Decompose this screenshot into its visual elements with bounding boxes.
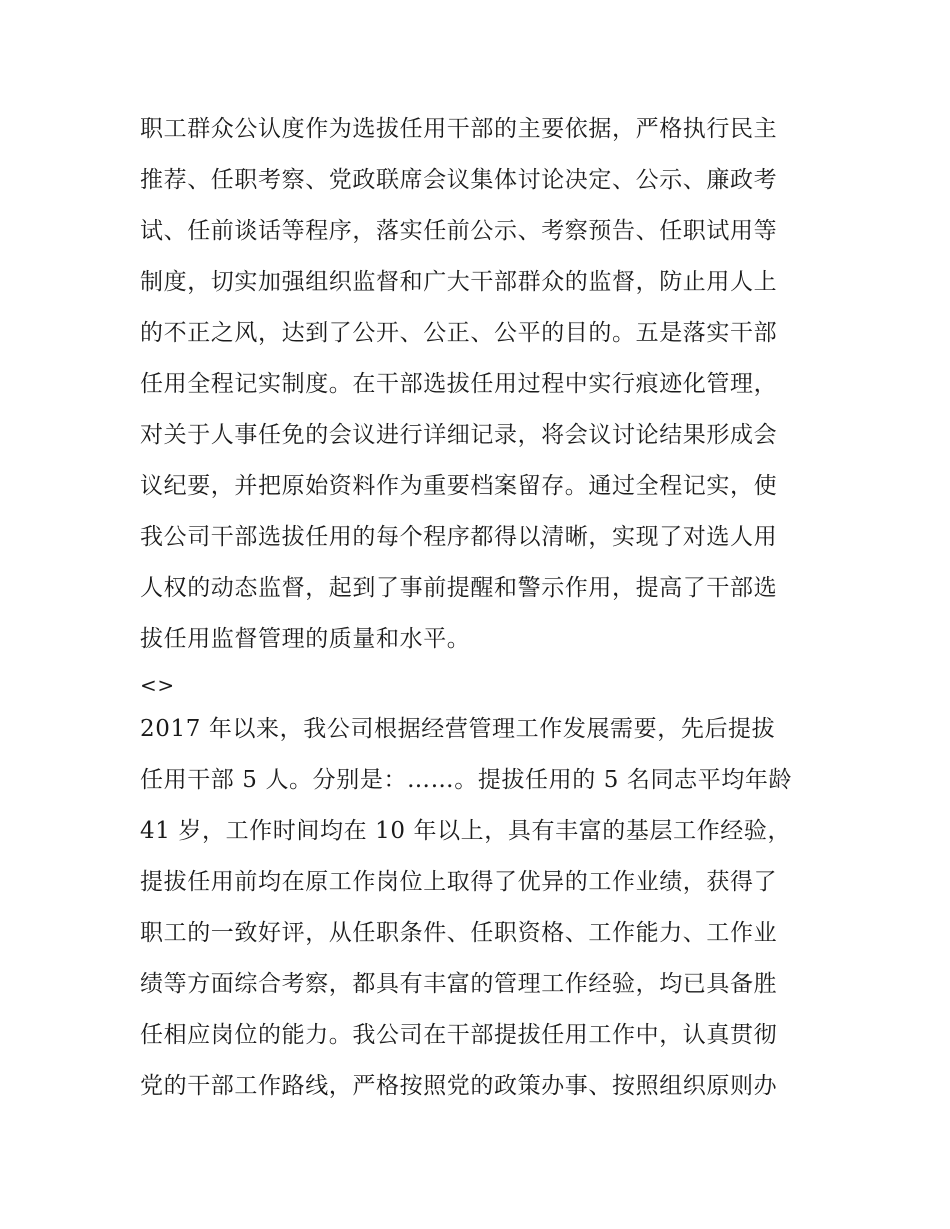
paragraph-2 xyxy=(140,704,820,1112)
text-line: 对关于人事任免的会议进行详细记录，将会议讨论结果形成会 xyxy=(140,422,778,448)
text-line: 职工的一致好评，从任职条件、任职资格、工作能力、工作业 xyxy=(140,920,778,946)
text-line: 议纪要，并把原始资料作为重要档案留存。通过全程记实，使 xyxy=(140,473,778,499)
text-line: 任用全程记实制度。在干部选拔任用过程中实行痕迹化管理， xyxy=(140,371,778,397)
text-line: 人权的动态监督，起到了事前提醒和警示作用，提高了干部选 xyxy=(140,575,778,601)
text-line: 推荐、任职考察、党政联席会议集体讨论决定、公示、廉政考 xyxy=(140,167,778,193)
text-line: 的不正之风，达到了公开、公正、公平的目的。五是落实干部 xyxy=(140,320,778,346)
text-line: 试、任前谈话等程序，落实任前公示、考察预告、任职试用等 xyxy=(140,218,778,244)
paragraph-1 xyxy=(140,104,820,665)
text-line: 绩等方面综合考察，都具有丰富的管理工作经验，均已具备胜 xyxy=(140,971,778,997)
text-line: 党的干部工作路线，严格按照党的政策办事、按照组织原则办 xyxy=(140,1073,778,1099)
separator-text: <> xyxy=(140,673,175,697)
text-line: 任用干部 5 人。分别是：……。提拔任用的 5 名同志平均年龄 xyxy=(140,767,793,793)
text-line: 拔任用监督管理的质量和水平。 xyxy=(140,626,471,652)
text-line: 我公司干部选拔任用的每个程序都得以清晰，实现了对选人用 xyxy=(140,524,778,550)
text-line: 任相应岗位的能力。我公司在干部提拔任用工作中，认真贯彻 xyxy=(140,1022,778,1048)
text-line: 2017 年以来，我公司根据经营管理工作发展需要，先后提拔 xyxy=(140,716,776,742)
text-line: 提拔任用前均在原工作岗位上取得了优异的工作业绩，获得了 xyxy=(140,869,778,895)
text-line: 41 岁，工作时间均在 10 年以上，具有丰富的基层工作经验， xyxy=(140,818,792,844)
text-line: 职工群众公认度作为选拔任用干部的主要依据，严格执行民主 xyxy=(140,116,778,142)
text-line: 制度，切实加强组织监督和广大干部群众的监督，防止用人上 xyxy=(140,269,778,295)
